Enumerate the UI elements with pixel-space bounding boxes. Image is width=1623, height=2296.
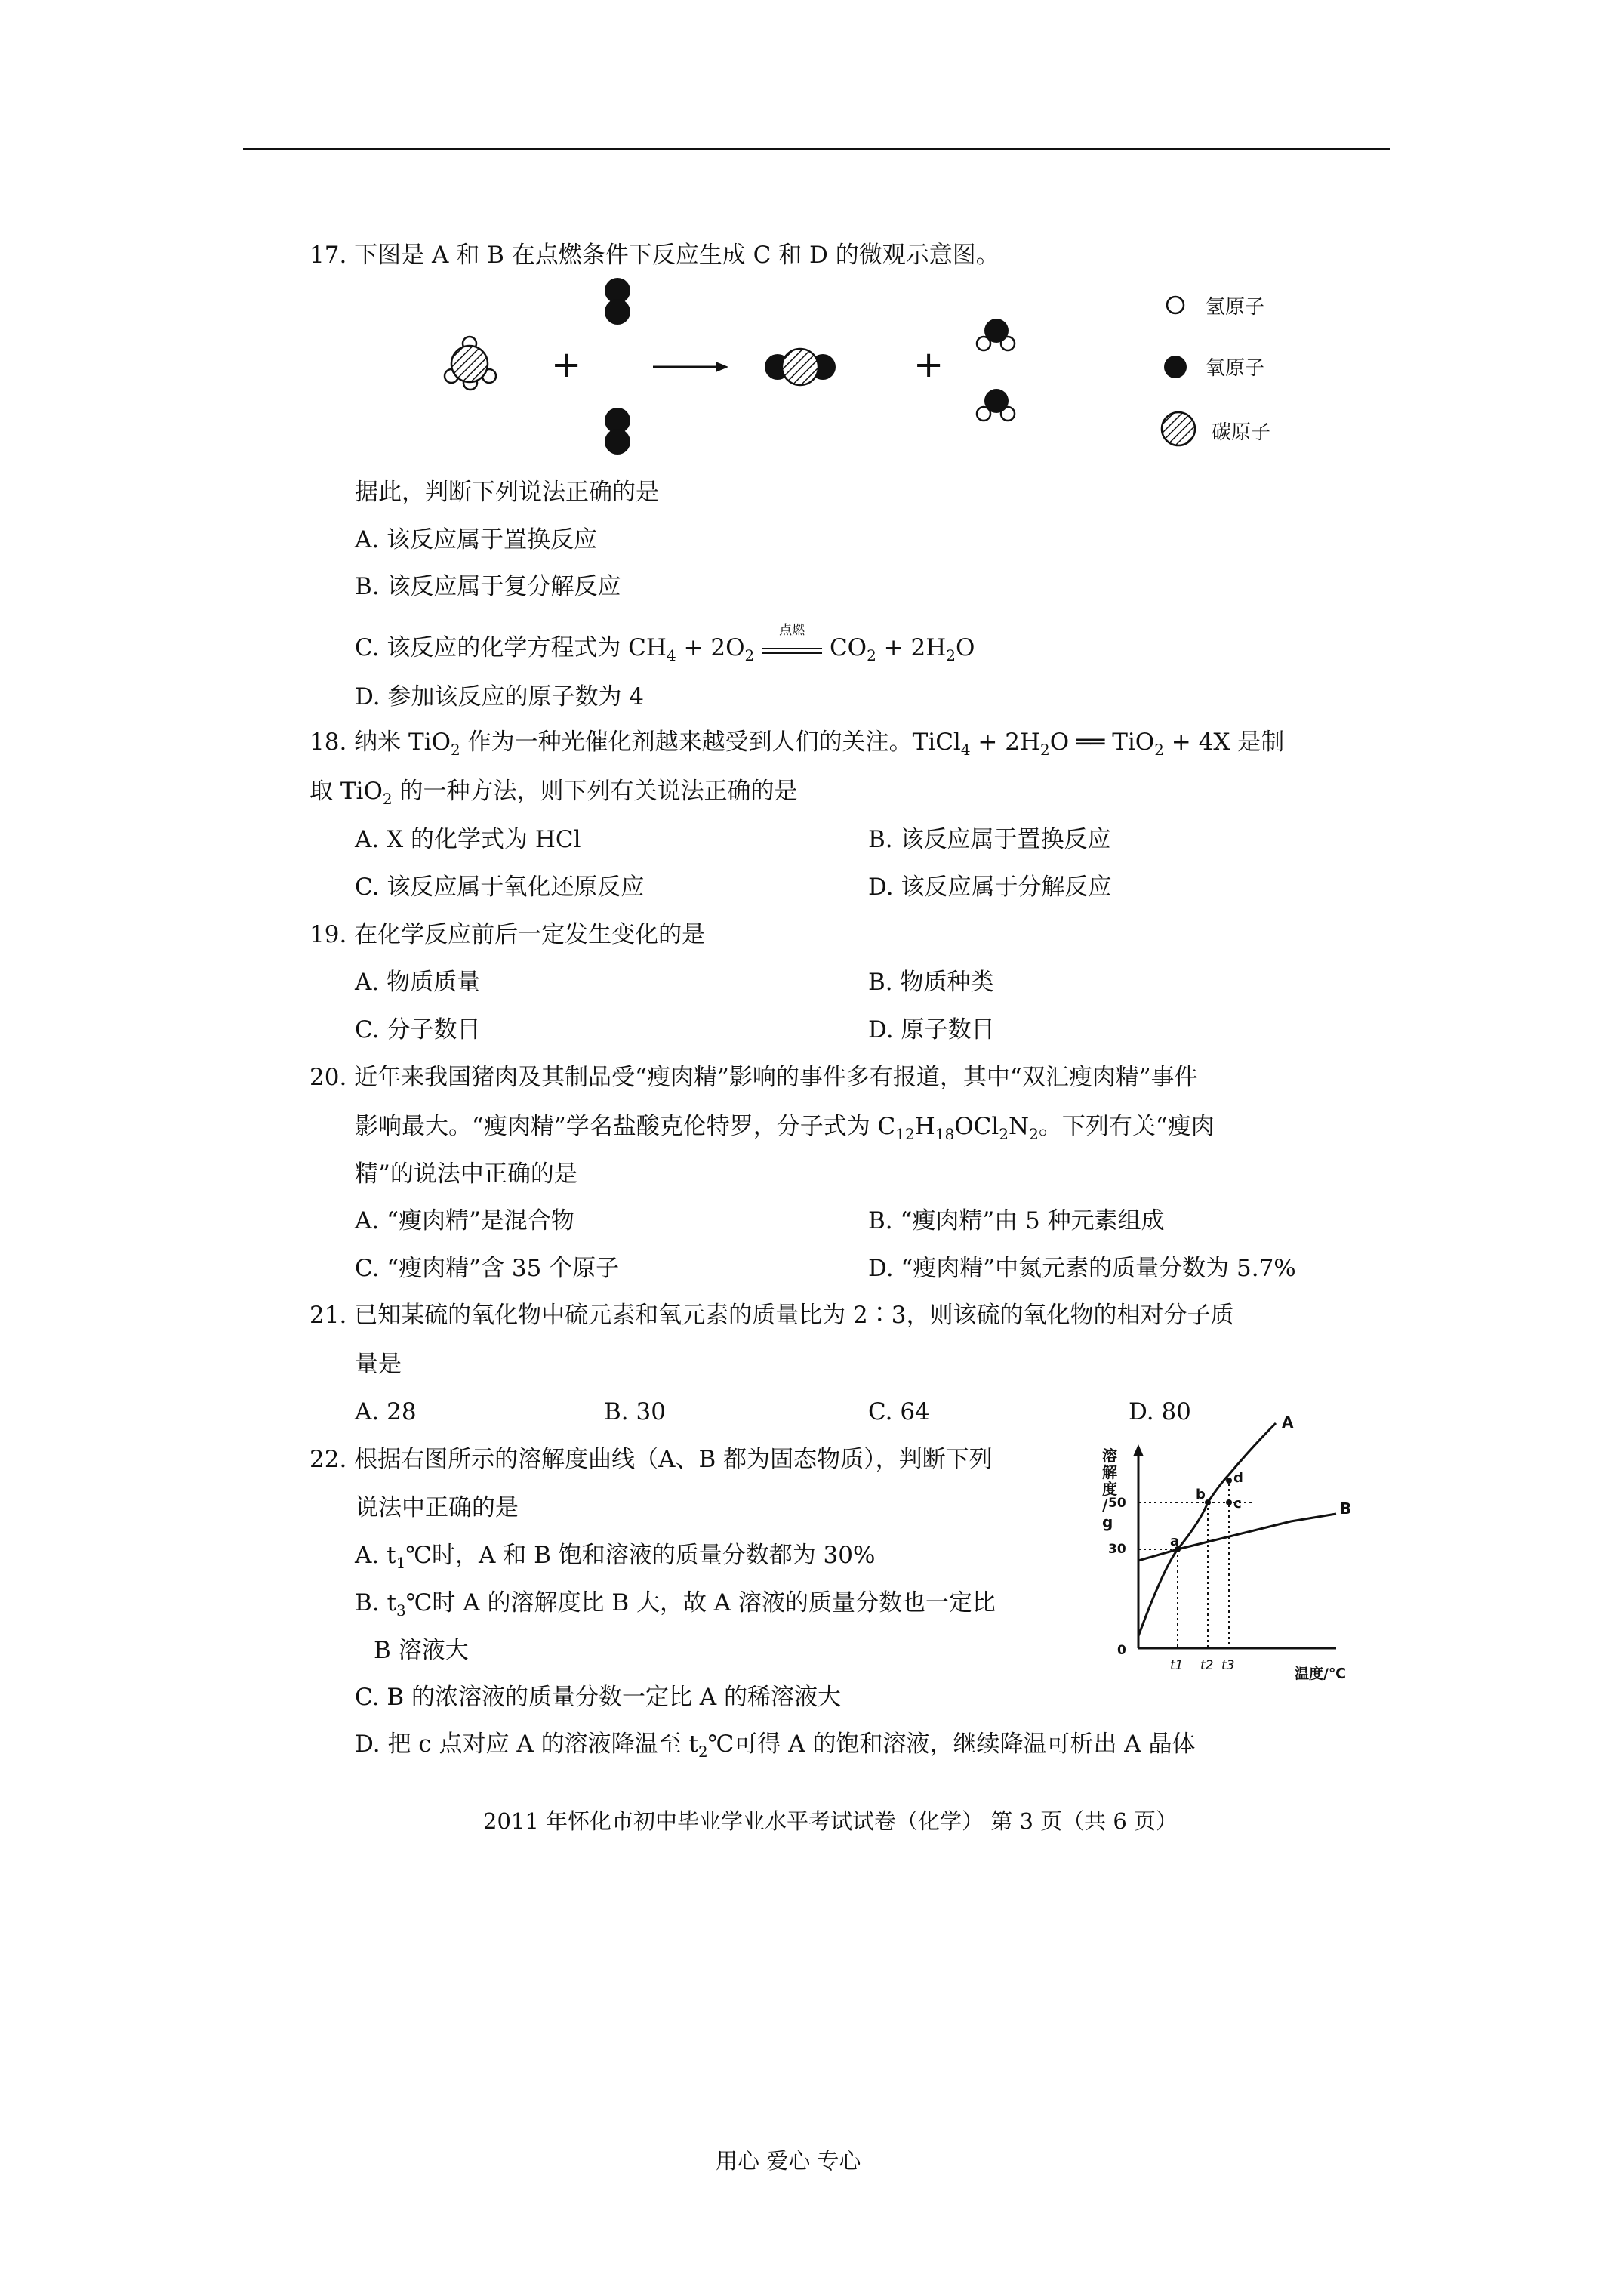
point-a: a: [1170, 1533, 1180, 1549]
svg-text:+: +: [551, 344, 582, 386]
svg-text:+: +: [913, 344, 944, 386]
series-b-label: B: [1340, 1499, 1352, 1518]
q17-reaction-diagram: [423, 276, 1102, 464]
q21-line1: 21. 已知某硫的氧化物中硫元素和氧元素的质量比为 2∶3，则该硫的氧化物的相对分子质: [310, 1302, 1234, 1329]
q17-option-c: C. 该反应的化学方程式为 $CH_4 + 2O_2$ 点燃 $CO_2 + 2H_2O$: [355, 622, 975, 665]
legend-hydrogen: 氢原子: [1206, 296, 1265, 319]
header-rule: [243, 148, 1390, 150]
q20-line3: 精”的说法中正确的是: [355, 1160, 577, 1188]
q21-option-c: C. 64: [868, 1398, 930, 1425]
chart-ylabel: 溶解度/ g: [1102, 1447, 1117, 1531]
x-tick-t3: t3: [1221, 1658, 1235, 1673]
carbon-dioxide-molecule: [765, 349, 836, 385]
q19-option-d: D. 原子数目: [868, 1016, 995, 1043]
q21-option-d: D. 80: [1129, 1398, 1191, 1425]
chart-xlabel: 温度/℃: [1295, 1666, 1346, 1682]
point-b: b: [1196, 1487, 1206, 1502]
x-tick-t1: t1: [1170, 1658, 1184, 1673]
motto-footer: 用心 爱心 专心: [716, 2148, 861, 2174]
q22-option-c: C. B 的浓溶液的质量分数一定比 A 的稀溶液大: [355, 1684, 842, 1711]
methane-molecule: [445, 337, 496, 390]
q19-option-c: C. 分子数目: [355, 1016, 481, 1043]
q20-line1: 20. 近年来我国猪肉及其制品受“瘦肉精”影响的事件多有报道，其中“双汇瘦肉精”事件: [310, 1064, 1198, 1091]
atom-legend-symbols: [1165, 293, 1195, 444]
legend-carbon: 碳原子: [1212, 421, 1271, 444]
q22-option-d: D. 把 c 点对应 A 的溶液降温至 $t_2℃$可得 A 的饱和溶液，继续降温可析出 A 晶体: [355, 1730, 1196, 1761]
solubility-chart: [1095, 1413, 1381, 1687]
q21-option-b: B. 30: [604, 1398, 666, 1425]
water-molecule-2: [977, 389, 1015, 421]
q17-prompt: 据此，判断下列说法正确的是: [355, 479, 659, 506]
q18-option-b: B. 该反应属于置换反应: [868, 826, 1111, 853]
legend-oxygen: 氧原子: [1206, 357, 1265, 380]
q18-line2: 取 TiO$_2$ 的一种方法，则下列有关说法正确的是: [310, 778, 798, 809]
q17-stem: 17. 下图是 A 和 B 在点燃条件下反应生成 C 和 D 的微观示意图。: [310, 242, 999, 269]
q20-option-b: B. “瘦肉精”由 5 种元素组成: [868, 1207, 1165, 1234]
water-molecule-1: [977, 319, 1015, 350]
q17-option-d: D. 参加该反应的原子数为 4: [355, 683, 645, 710]
q22-line2: 说法中正确的是: [355, 1494, 519, 1521]
q20-line2: 影响最大。“瘦肉精”学名盐酸克伦特罗，分子式为 $C_{12}H_{18}OCl_2N_2$。下列有关“瘦肉: [355, 1113, 1215, 1144]
y-axis-arrow: [1133, 1444, 1144, 1456]
q20-option-d: D. “瘦肉精”中氮元素的质量分数为 5.7%: [868, 1255, 1296, 1282]
q20-option-c: C. “瘦肉精”含 35 个原子: [355, 1255, 620, 1282]
series-a-label: A: [1282, 1413, 1294, 1432]
q18-option-a: A. X 的化学式为 HCl: [355, 826, 581, 853]
q17-option-b: B. 该反应属于复分解反应: [355, 573, 621, 600]
q22-option-b-cont: B 溶液大: [374, 1637, 469, 1664]
q22-option-b: B. $t_3℃$时 A 的溶解度比 B 大，故 A 溶液的质量分数也一定比: [355, 1589, 996, 1620]
oxygen-molecule-1: [605, 278, 630, 325]
q18-option-c: C. 该反应属于氧化还原反应: [355, 874, 645, 901]
x-tick-t2: t2: [1200, 1658, 1214, 1673]
y-tick-30: 30: [1108, 1542, 1126, 1557]
q21-line2: 量是: [355, 1351, 402, 1378]
y-tick-0: 0: [1117, 1643, 1126, 1658]
y-tick-50: 50: [1108, 1496, 1126, 1511]
point-c: c: [1233, 1496, 1242, 1512]
curve-b: [1138, 1514, 1336, 1561]
q18-line1: 18. 纳米 TiO$_2$ 作为一种光催化剂越来越受到人们的关注。TiCl$_4$ + $2H_2O$ ══ TiO$_2$ + 4X 是制: [310, 729, 1285, 760]
q18-option-d: D. 该反应属于分解反应: [868, 874, 1112, 901]
q19-stem: 19. 在化学反应前后一定发生变化的是: [310, 921, 706, 948]
q20-option-a: A. “瘦肉精”是混合物: [355, 1207, 574, 1234]
point-d: d: [1233, 1470, 1243, 1486]
reaction-condition: 点燃: [779, 622, 805, 638]
q17-option-a: A. 该反应属于置换反应: [355, 526, 598, 553]
q19-option-a: A. 物质质量: [355, 969, 481, 996]
exam-footer: 2011 年怀化市初中毕业学业水平考试试卷（化学） 第 3 页（共 6 页）: [483, 1808, 1178, 1834]
oxygen-molecule-2: [605, 408, 630, 455]
q19-option-b: B. 物质种类: [868, 969, 994, 996]
q21-option-a: A. 28: [355, 1398, 417, 1425]
q22-line1: 22. 根据右图所示的溶解度曲线（A、B 都为固态物质），判断下列: [310, 1446, 993, 1473]
q22-option-a: A. $t_1℃$时，A 和 B 饱和溶液的质量分数都为 30%: [355, 1542, 876, 1573]
